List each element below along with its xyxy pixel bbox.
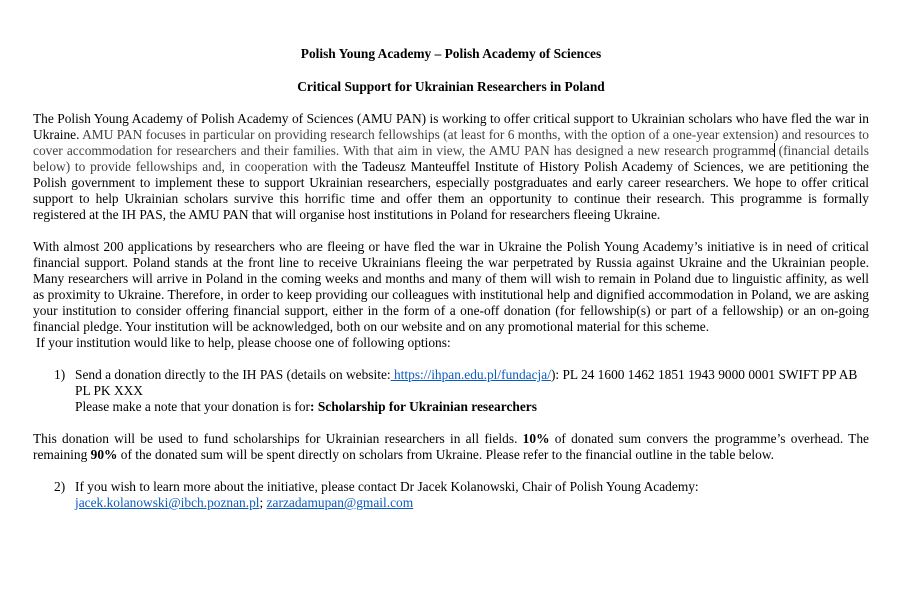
document-page xyxy=(33,46,869,511)
option-donation xyxy=(33,367,869,415)
intro-text-a: The Polish Young Academy of Polish Academy of Sciences (AMU PAN) is working to offer critical support to Ukrainian scholars who have fled the war in Ukraine. xyxy=(33,111,869,142)
appeal-paragraph: With almost 200 applications by researchers who are fleeing or have fled the war in Ukraine the Polish Young Academy’s initiative is in need of critical financial support. Poland stands at the front line to receive Ukrainians fleeing the war perpetrated by Russia against Ukraine and the Ukrainian people. Many researchers will arrive in Poland in the coming weeks and months and many of them will wish to remain in Poland due to linguistic affinity, as well as proximity to Ukraine. Therefore, in order to keep providing our colleagues with institutional help and dignified accommodation in Poland, we are asking your institution to consider offering financial support, either in the form of a one-off donation (for fellowship(s) or part of a fellowship) or an on-going financial pledge. Your institution will be acknowledged, both on our website and on any promotional material for this scheme. xyxy=(33,239,869,334)
document-title: Polish Young Academy – Polish Academy of Sciences xyxy=(300,46,602,61)
donation-text-before-link: Send a donation directly to the IH PAS (details on website: xyxy=(75,367,391,382)
contact-emails xyxy=(75,495,869,511)
funding-text-c: of the donated sum will be spent directly on scholars from Ukraine. Please refer to the financial outline in the table below. xyxy=(117,447,774,462)
funding-text-b: of donated sum convers the programme’s overhead. The remaining xyxy=(33,431,869,462)
funding-paragraph xyxy=(33,431,869,463)
fundacja-link[interactable]: https://ihpan.edu.pl/fundacja/ xyxy=(390,367,551,382)
email-link-kolanowski[interactable]: jacek.kolanowski@ibch.poznan.pl xyxy=(75,495,260,510)
intro-text-d: the Tadeusz Manteuffel Institute of History Polish Academy of Sciences, we are petitioning the Polish government to implement these to support Ukrainian researchers, especially postgraduates and early career researchers. We hope to offer critical support to help Ukrainian scholars survive this horrific time and offer them an opportunity to continue their research. This programme is formally registered at the IH PAS, the AMU PAN that will organise host institutions in Poland for researchers fleeing Ukraine. xyxy=(33,159,869,222)
option-number: 2) xyxy=(54,479,66,494)
funding-overhead-percent: 10% xyxy=(522,431,550,446)
funding-text-a: This donation will be used to fund scholarships for Ukrainian researchers in all fields. xyxy=(33,431,523,446)
donation-note xyxy=(75,399,869,415)
email-separator: ; xyxy=(259,495,267,510)
donation-text-after-link: ): PL 24 1600 1462 1851 1943 9000 0001 SWIFT PP AB PL PK XXX xyxy=(75,367,858,398)
funding-scholars-percent: 90% xyxy=(90,447,118,462)
options-intro: If your institution would like to help, please choose one of following options: xyxy=(36,335,451,350)
donation-note-bold: : Scholarship for Ukrainian researchers xyxy=(310,399,537,414)
option-donation-text xyxy=(75,367,869,399)
intro-text-b: AMU PAN focuses in particular on providing research fellowships (at least for 6 months, with the option of a one-year extension) and resources to cover accommodation for researchers and their families. With that aim in view, the AMU PAN has designed a new research programme xyxy=(33,127,869,158)
option-contact-text: If you wish to learn more about the initiative, please contact Dr Jacek Kolanowski, Chair of Polish Young Academy: xyxy=(75,479,699,494)
donation-note-prefix: Please make a note that your donation is for xyxy=(75,399,311,414)
email-link-zarzad[interactable]: zarzadamupan@gmail.com xyxy=(266,495,414,510)
document-subtitle: Critical Support for Ukrainian Researchers in Poland xyxy=(297,79,605,94)
option-contact xyxy=(33,479,869,511)
option-number: 1) xyxy=(54,367,66,382)
intro-paragraph xyxy=(33,111,869,223)
intro-text-c: (financial details below) to provide fellowships and, in cooperation with xyxy=(33,143,869,174)
